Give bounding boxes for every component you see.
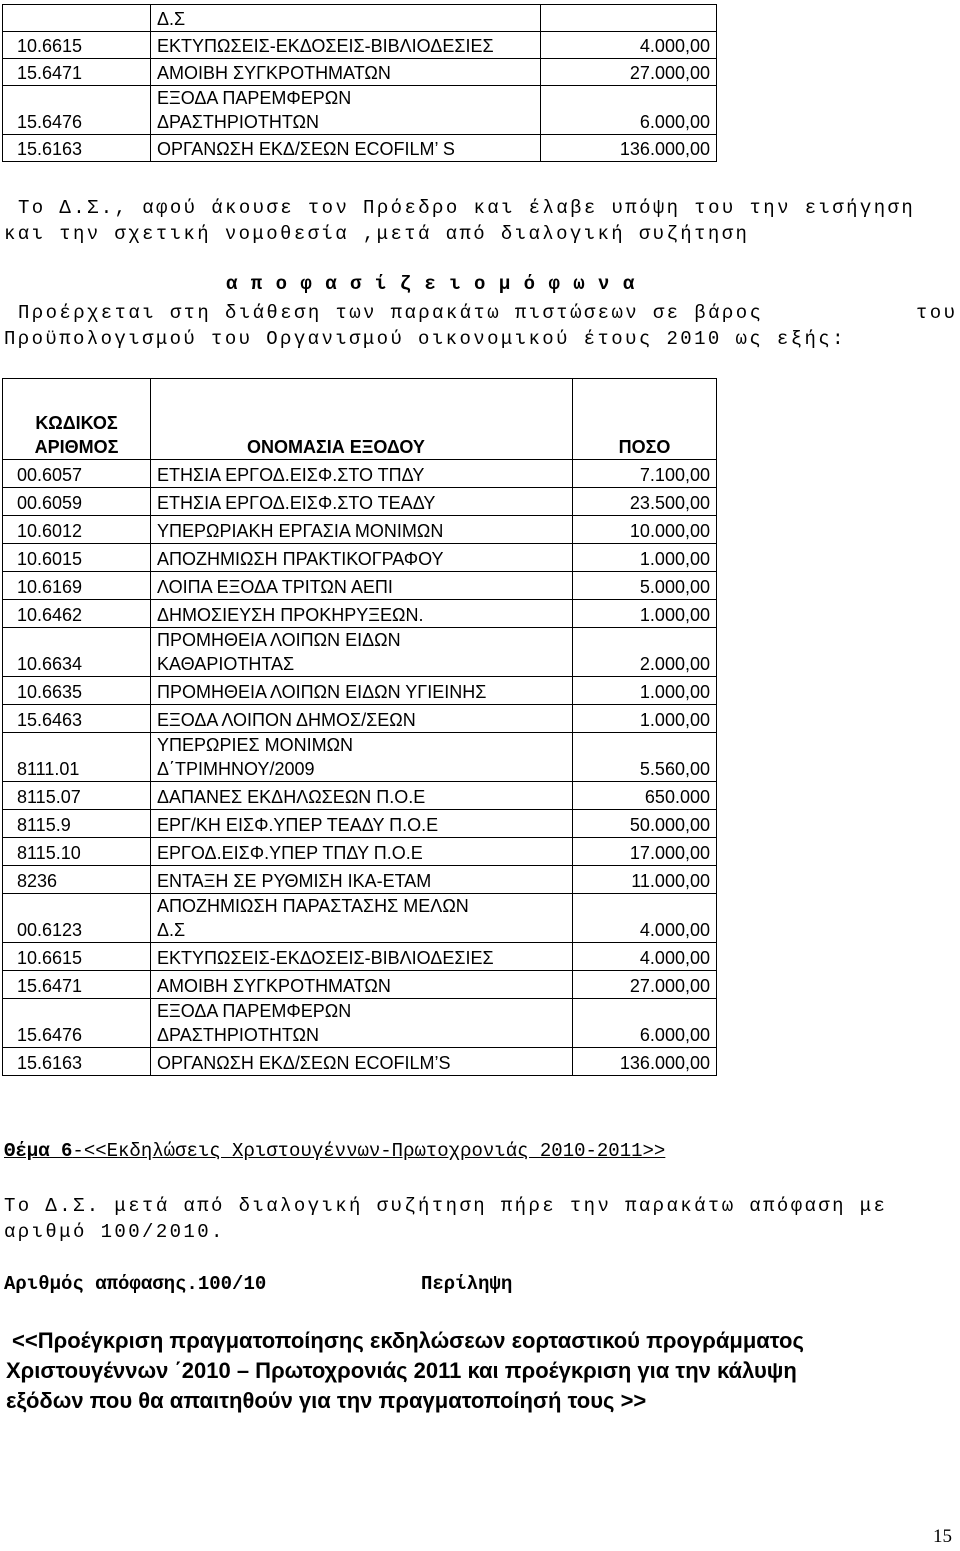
code-cell: 10.6015: [3, 544, 151, 572]
amount-cell: 2.000,00: [573, 628, 717, 677]
table-row: [3, 516, 717, 544]
topic-title: -<<Εκδηλώσεις Χριστουγέννων-Πρωτοχρονιάς 2010-2011>>: [72, 1140, 666, 1162]
amount-cell: 6.000,00: [573, 999, 717, 1048]
amount-cell: 6.000,00: [541, 86, 717, 135]
header-name: ΟΝΟΜΑΣΙΑ ΕΞΟΔΟΥ: [151, 379, 573, 460]
name-cell: [151, 628, 573, 677]
amount-cell: 7.100,00: [573, 460, 717, 488]
name-cell: ΟΡΓΑΝΩΣΗ ΕΚΔ/ΣΕΩΝ ECOFILM’ S: [151, 135, 541, 162]
name-cell: ΑΠΟΖΗΜΙΩΣΗ ΠΡΑΚΤΙΚΟΓΡΑΦΟΥ: [151, 544, 573, 572]
code-cell: 10.6634: [3, 628, 151, 677]
code-cell: 00.6057: [3, 460, 151, 488]
table-row: [3, 32, 717, 59]
name-line: Δ.Σ: [157, 920, 186, 940]
code-cell: [3, 5, 151, 32]
name-line: ΚΑΘΑΡΙΟΤΗΤΑΣ: [157, 654, 295, 674]
decision-text-line: αριθμό 100/2010.: [4, 1221, 225, 1243]
decision-text-line: Το Δ.Σ. μετά από διαλογική συζήτηση πήρε την παρακάτω απόφαση με: [4, 1195, 888, 1217]
code-cell: 15.6476: [3, 86, 151, 135]
amount-cell: 1.000,00: [573, 705, 717, 733]
code-cell: 00.6123: [3, 894, 151, 943]
code-cell: 10.6635: [3, 677, 151, 705]
name-cell: ΕΡΓΟΔ.ΕΙΣΦ.ΥΠΕΡ ΤΠΔΥ Π.Ο.Ε: [151, 838, 573, 866]
code-cell: 8115.07: [3, 782, 151, 810]
table-row: [3, 782, 717, 810]
table-row: [3, 572, 717, 600]
name-cell: ΕΤΗΣΙΑ ΕΡΓΟΔ.ΕΙΣΦ.ΣΤΟ ΤΕΑΔΥ: [151, 488, 573, 516]
code-cell: 15.6163: [3, 135, 151, 162]
decision-number: Αριθμός απόφασης.100/10: [4, 1273, 267, 1295]
code-cell: 10.6615: [3, 32, 151, 59]
name-cell: ΕΞΟΔΑ ΛΟΙΠΟΝ ΔΗΜΟΣ/ΣΕΩΝ: [151, 705, 573, 733]
name-line: ΥΠΕΡΩΡΙΕΣ ΜΟΝΙΜΩΝ: [157, 735, 354, 755]
amount-cell: 5.000,00: [573, 572, 717, 600]
table-row: [3, 866, 717, 894]
body-line-end: του: [916, 302, 958, 324]
name-line: Δ΄ΤΡΙΜΗΝΟΥ/2009: [157, 759, 315, 779]
table-row: [3, 943, 717, 971]
table-header-row: [3, 379, 717, 460]
table-row: [3, 5, 717, 32]
code-cell: 8115.9: [3, 810, 151, 838]
amount-cell: 10.000,00: [573, 516, 717, 544]
summary-line: εξόδων που θα απαιτηθούν για την πραγματοποίησή τους >>: [6, 1388, 647, 1413]
amount-cell: 136.000,00: [541, 135, 717, 162]
name-cell: ΔΗΜΟΣΙΕΥΣΗ ΠΡΟΚΗΡΥΞΕΩΝ.: [151, 600, 573, 628]
table-row: [3, 677, 717, 705]
amount-cell: 136.000,00: [573, 1048, 717, 1076]
name-cell: Δ.Σ: [151, 5, 541, 32]
code-cell: 8115.10: [3, 838, 151, 866]
header-code-line: ΚΩΔΙΚΟΣ: [35, 413, 118, 433]
budget-table-continued: [2, 4, 717, 162]
amount-cell: 17.000,00: [573, 838, 717, 866]
summary-line: <<Προέγκριση πραγματοποίησης εκδηλώσεων εορταστικού προγράμματος: [12, 1328, 804, 1353]
code-cell: 10.6169: [3, 572, 151, 600]
amount-cell: 1.000,00: [573, 544, 717, 572]
name-cell: ΑΜΟΙΒΗ ΣΥΓΚΡΟΤΗΜΑΤΩΝ: [151, 59, 541, 86]
intro-line: Το Δ.Σ., αφού άκουσε τον Πρόεδρο και έλαβε υπόψη του την εισήγηση: [18, 197, 916, 219]
amount-cell: 23.500,00: [573, 488, 717, 516]
amount-cell: 4.000,00: [573, 943, 717, 971]
table-row: [3, 544, 717, 572]
name-line: ΠΡΟΜΗΘΕΙΑ ΛΟΙΠΩΝ ΕΙΔΩΝ: [157, 630, 401, 650]
summary-block: [6, 1326, 956, 1416]
name-line: ΑΠΟΖΗΜΙΩΣΗ ΠΑΡΑΣΤΑΣΗΣ ΜΕΛΩΝ: [157, 896, 469, 916]
header-code: [3, 379, 151, 460]
name-cell: ΛΟΙΠΑ ΕΞΟΔΑ ΤΡΙΤΩΝ ΑΕΠΙ: [151, 572, 573, 600]
code-cell: 10.6462: [3, 600, 151, 628]
decision-heading: α π ο φ α σ ί ζ ε ι ο μ ό φ ω ν α: [226, 273, 636, 295]
code-cell: 15.6463: [3, 705, 151, 733]
code-cell: 15.6471: [3, 59, 151, 86]
name-line: ΕΞΟΔΑ ΠΑΡΕΜΦΕΡΩΝ: [157, 1001, 352, 1021]
name-line: ΕΞΟΔΑ ΠΑΡΕΜΦΕΡΩΝ: [157, 88, 352, 108]
name-cell: [151, 733, 573, 782]
table-row: [3, 600, 717, 628]
summary-line: Χριστουγέννων ΄2010 – Πρωτοχρονιάς 2011 και προέγκριση για την κάλυψη: [6, 1358, 797, 1383]
table-row: [3, 59, 717, 86]
name-line: ΔΡΑΣΤΗΡΙΟΤΗΤΩΝ: [157, 112, 319, 132]
topic-label: Θέμα 6: [4, 1140, 73, 1162]
table-row: [3, 135, 717, 162]
table-row: [3, 810, 717, 838]
table-row: [3, 705, 717, 733]
amount-cell: 5.560,00: [573, 733, 717, 782]
name-cell: ΕΤΗΣΙΑ ΕΡΓΟΔ.ΕΙΣΦ.ΣΤΟ ΤΠΔΥ: [151, 460, 573, 488]
topic-line: [4, 1140, 665, 1162]
code-cell: 8236: [3, 866, 151, 894]
intro-line: και την σχετική νομοθεσία ,μετά από διαλογική συζήτηση: [4, 223, 750, 245]
code-cell: 10.6012: [3, 516, 151, 544]
code-cell: 15.6476: [3, 999, 151, 1048]
table-row: [3, 894, 717, 943]
amount-cell: 4.000,00: [573, 894, 717, 943]
amount-cell: 650.000: [573, 782, 717, 810]
name-cell: ΑΜΟΙΒΗ ΣΥΓΚΡΟΤΗΜΑΤΩΝ: [151, 971, 573, 999]
name-cell: ΕΚΤΥΠΩΣΕΙΣ-ΕΚΔΟΣΕΙΣ-ΒΙΒΛΙΟΔΕΣΙΕΣ: [151, 32, 541, 59]
table-row: [3, 733, 717, 782]
amount-cell: 27.000,00: [573, 971, 717, 999]
table-row: [3, 838, 717, 866]
table-row: [3, 628, 717, 677]
amount-cell: 11.000,00: [573, 866, 717, 894]
summary-label: Περίληψη: [421, 1273, 513, 1295]
name-cell: ΔΑΠΑΝΕΣ ΕΚΔΗΛΩΣΕΩΝ Π.Ο.Ε: [151, 782, 573, 810]
code-cell: 00.6059: [3, 488, 151, 516]
amount-cell: 50.000,00: [573, 810, 717, 838]
body-line: Προέρχεται στη διάθεση των παρακάτω πιστώσεων σε βάρος: [18, 302, 764, 324]
header-amount: ΠΟΣΟ: [573, 379, 717, 460]
name-cell: ΟΡΓΑΝΩΣΗ ΕΚΔ/ΣΕΩΝ ECOFILM’S: [151, 1048, 573, 1076]
name-cell: ΕΡΓ/ΚΗ ΕΙΣΦ.ΥΠΕΡ ΤΕΑΔΥ Π.Ο.Ε: [151, 810, 573, 838]
amount-cell: 27.000,00: [541, 59, 717, 86]
name-cell: [151, 894, 573, 943]
name-cell: [151, 999, 573, 1048]
table-row: [3, 488, 717, 516]
table-row: [3, 1048, 717, 1076]
page-number: 15: [933, 1526, 952, 1547]
table-row: [3, 971, 717, 999]
name-cell: ΠΡΟΜΗΘΕΙΑ ΛΟΙΠΩΝ ΕΙΔΩΝ ΥΓΙΕΙΝΗΣ: [151, 677, 573, 705]
amount-cell: 1.000,00: [573, 600, 717, 628]
name-cell: ΥΠΕΡΩΡΙΑΚΗ ΕΡΓΑΣΙΑ ΜΟΝΙΜΩΝ: [151, 516, 573, 544]
code-cell: 10.6615: [3, 943, 151, 971]
name-cell: ΕΝΤΑΞΗ ΣΕ ΡΥΘΜΙΣΗ ΙΚΑ-ΕΤΑΜ: [151, 866, 573, 894]
table-row: [3, 460, 717, 488]
amount-cell: 4.000,00: [541, 32, 717, 59]
code-cell: 15.6471: [3, 971, 151, 999]
name-cell: ΕΚΤΥΠΩΣΕΙΣ-ΕΚΔΟΣΕΙΣ-ΒΙΒΛΙΟΔΕΣΙΕΣ: [151, 943, 573, 971]
body-line: Προϋπολογισμού του Οργανισμού οικονομικού έτους 2010 ως εξής:: [4, 328, 846, 350]
amount-cell: 1.000,00: [573, 677, 717, 705]
header-code-line: ΑΡΙΘΜΟΣ: [34, 437, 119, 457]
name-line: ΔΡΑΣΤΗΡΙΟΤΗΤΩΝ: [157, 1025, 319, 1045]
name-cell: [151, 86, 541, 135]
amount-cell: [541, 5, 717, 32]
code-cell: 8111.01: [3, 733, 151, 782]
budget-table: [2, 378, 717, 1076]
table-row: [3, 86, 717, 135]
code-cell: 15.6163: [3, 1048, 151, 1076]
table-row: [3, 999, 717, 1048]
